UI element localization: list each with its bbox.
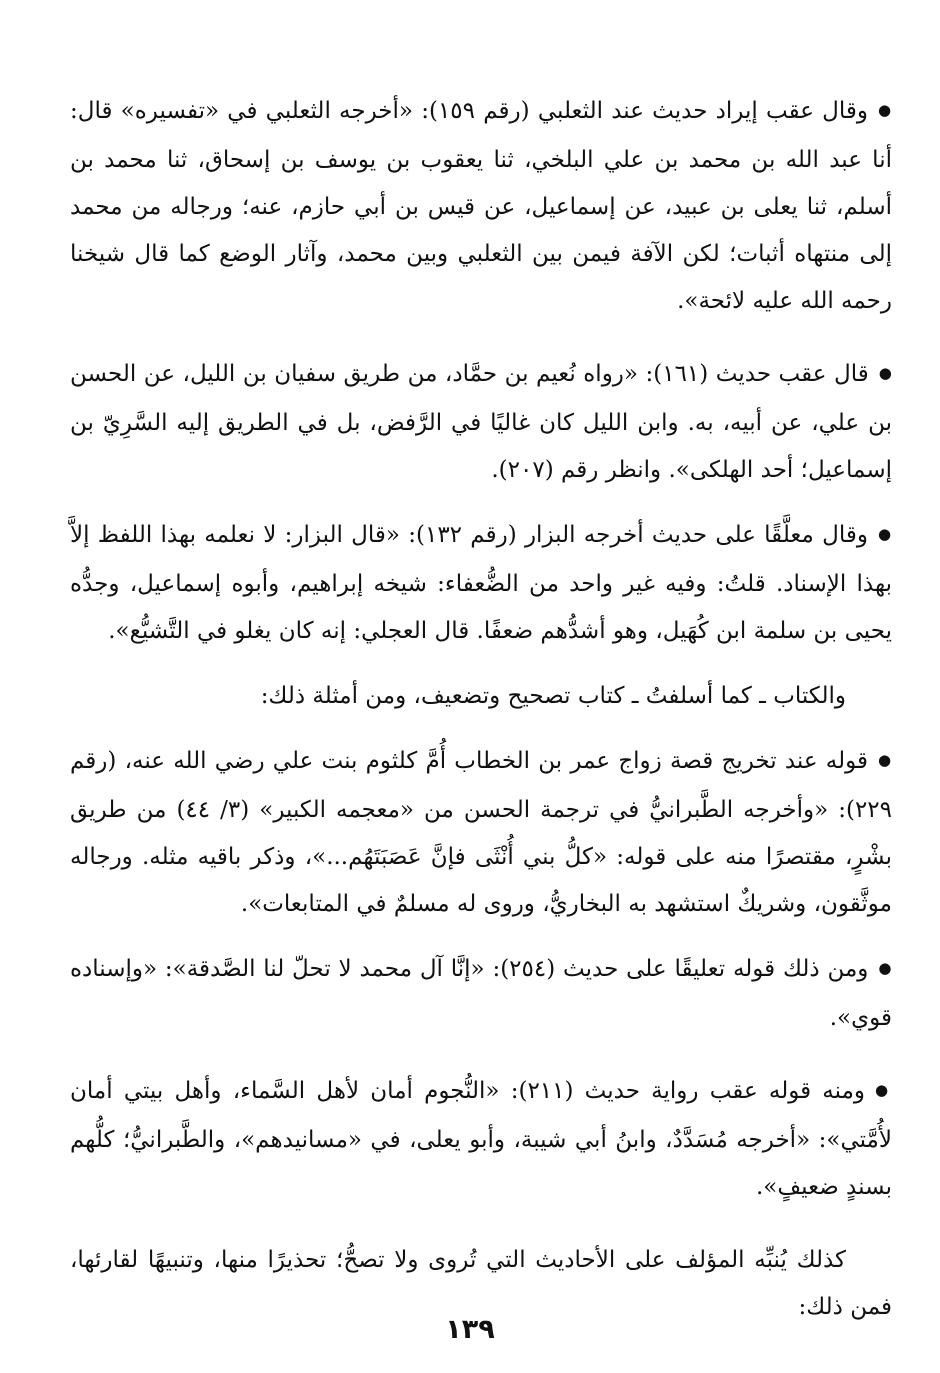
- paragraph-umm-kulthum-note: ● قوله عند تخريج قصة زواج عمر بن الخطاب أُمَّ كلثوم بنت علي رضي الله عنه، (رقم ٢٢٩): «وأخرجه الطَّبرانيُّ في ترجمة الحسن من «معجمه الكبير» (٣/ ٤٤) من طريق بشْرٍ، مقتصرًا منه على قوله: «كلُّ بني أُنْثَى فإنَّ عَصَبَتَهُم...»، وذكر باقيه مثله. ورجاله موثَّقون، وشريكٌ استشهد به البخاريُّ، وروى له مسلمٌ في المتابعات».: [70, 738, 892, 928]
- page-number: ١٣٩: [445, 1314, 495, 1345]
- paragraph-closing: كذلك يُنبِّه المؤلف على الأحاديث التي تُروى ولا تصحُّ؛ تحذيرًا منها، وتنبيهًا لقارئها، فمن ذلك:: [70, 1247, 892, 1320]
- paragraph-hadith-161-note: ● قال عقب حديث (١٦١): «رواه نُعيم بن حمَّاد، من طريق سفيان بن الليل، عن الحسن بن علي، عن أبيه، به. وابن الليل كان غاليًا في الرَّفض، بل في الطريق إليه السَّرِيّ بن إسماعيل؛ أحد الهلكى». وانظر رقم (٢٠٧).: [70, 351, 892, 494]
- page-body: [70, 88, 892, 1331]
- paragraph-hadith-211-note: ● ومنه قوله عقب رواية حديث (٢١١): «النُّجوم أمان لأهل السَّماء، وأهل بيتي أمان لأُمَّتي»: «أخرجه مُسَدَّدٌ، وابنُ أبي شيبة، وأبو يعلى، في «مسانيدهم»، والطَّبرانيُّ؛ كلُّهم بسندٍ ضعيفٍ».: [70, 1068, 892, 1211]
- paragraph-bazzar-note: ● وقال معلَّقًا على حديث أخرجه البزار (رقم ١٣٢): «قال البزار: لا نعلمه بهذا اللفظ إلاَّ بهذا الإسناد. قلتُ: وفيه غير واحد من الضُّعفاء: شيخه إبراهيم، وأبوه إسماعيل، وجدُّه يحيى بن سلمة ابن كُهَيل، وهو أشدُّهم ضعفًا. قال العجلي: إنه كان يغلو في التَّشيُّع».: [70, 512, 892, 655]
- paragraph-hadith-254-note: ● ومن ذلك قوله تعليقًا على حديث (٢٥٤): «إنَّا آل محمد لا تحلّ لنا الصَّدقة»: «وإسناده قوي».: [70, 946, 892, 1042]
- paragraph-book-description: والكتاب ـ كما أسلفتُ ـ كتاب تصحيح وتضعيف، ومن أمثلة ذلك:: [260, 683, 846, 709]
- paragraph-tha3labi-note: ● وقال عقب إيراد حديث عند الثعلبي (رقم ١٥٩): «أخرجه الثعلبي في «تفسيره» قال: أنا عبد الله بن محمد بن علي البلخي، ثنا يعقوب بن يوسف بن إسحاق، ثنا محمد بن أسلم، ثنا يعلى بن عبيد، عن إسماعيل، عن قيس بن أبي حازم، عنه؛ ورجاله من محمد إلى منتهاه أثبات؛ لكن الآفة فيمن بين الثعلبي وبين محمد، وآثار الوضع كما قال شيخنا رحمه الله عليه لائحة».: [70, 88, 892, 325]
